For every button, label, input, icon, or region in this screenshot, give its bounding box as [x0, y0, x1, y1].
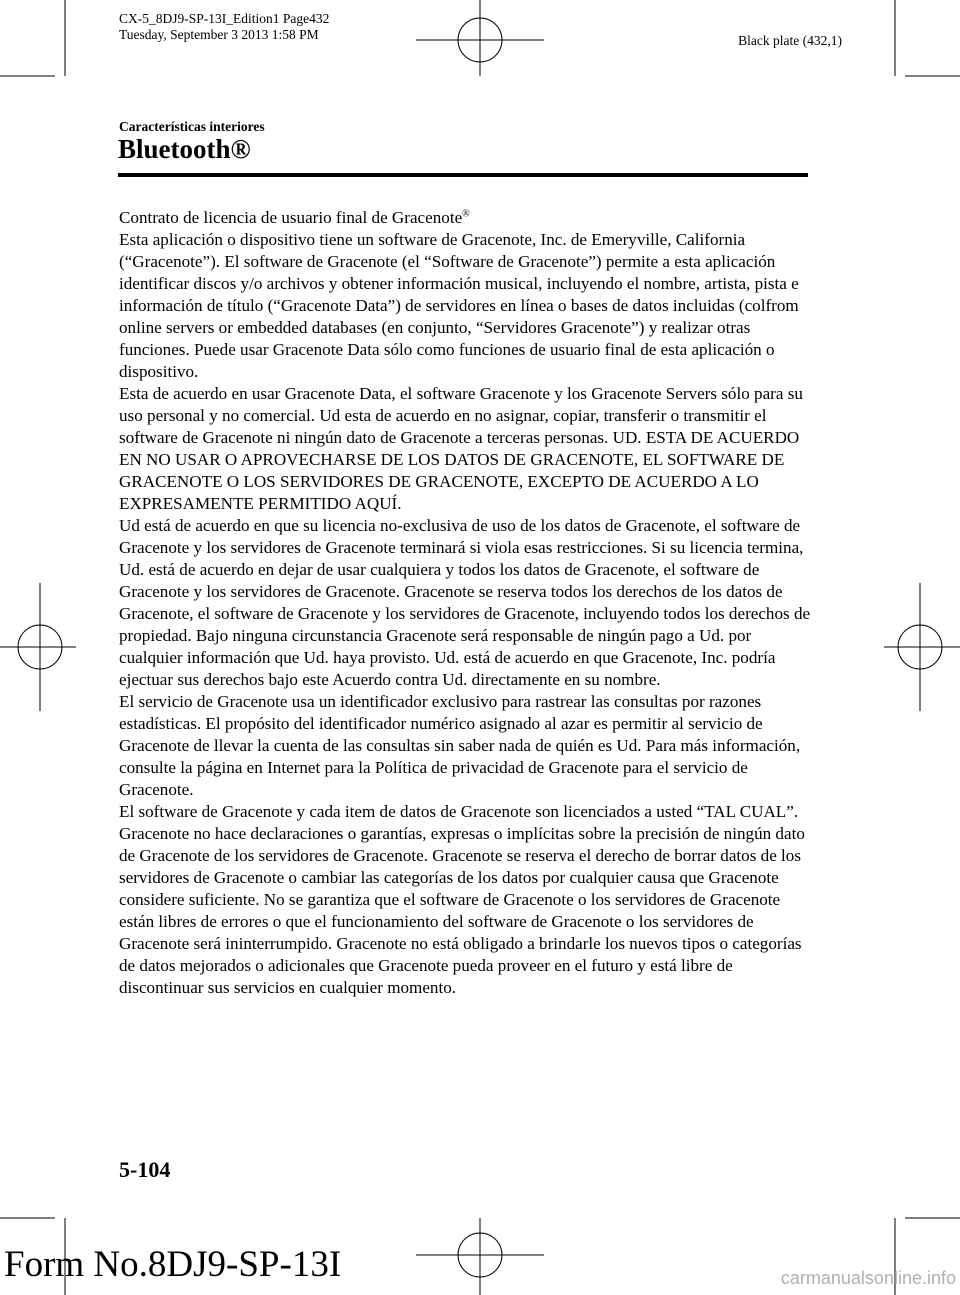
body-heading	[119, 207, 811, 229]
plate-label: Black plate (432,1)	[738, 33, 842, 48]
paragraph: Esta aplicación o dispositivo tiene un software de Gracenote, Inc. de Emeryville, California (“Gracenote”). El software de Gracenote (el “Software de Gracenote”) permite a esta aplicación identificar discos y/o archivos y obtener información musical, incluyendo el nombre, artista, pista e información de título (“Gracenote Data”) de servidores en línea o bases de datos incluidas (colfrom online servers or embedded databases (en conjunto, “Servidores Gracenote”) y realizar otras funciones. Puede usar Gracenote Data sólo como funciones de usuario final de esta aplicación o dispositivo.	[119, 230, 799, 381]
body-heading-text: Contrato de licencia de usuario final de Gracenote	[119, 208, 463, 227]
page-number: 5-104	[119, 1157, 171, 1182]
form-number: Form No.8DJ9-SP-13I	[4, 1244, 342, 1285]
paragraph: Gracenote no hace declaraciones o garantías, expresas o implícitas sobre la precisión de ningún dato de Gracenote de los servidores de Gracenote. Gracenote se reserva el derecho de borrar datos de los servidores de Gracenote o cambiar las categorías de los datos por cualquier causa que Gracenote considere suficiente. No se garantiza que el software de Gracenote o los servidores de Gracenote están libres de errores o que el funcionamiento del software de Gracenote o los servidores de Gracenote será ininterrumpido. Gracenote no está obligado a brindarle los nuevos tipos o categorías de datos mejorados o adicionales que Gracenote pueda proveer en el futuro y está libre de discontinuar sus servicios en cualquier momento.	[119, 824, 805, 997]
paragraph: El software de Gracenote y cada item de datos de Gracenote son licenciados a usted “TAL CUAL”.	[119, 802, 799, 821]
print-info	[119, 11, 329, 43]
registered-mark: ®	[462, 208, 470, 220]
print-info-date: Tuesday, September 3 2013 1:58 PM	[119, 27, 319, 42]
title-rule	[118, 173, 808, 177]
section-label: Características interiores	[119, 119, 265, 134]
paragraph: Esta de acuerdo en usar Gracenote Data, el software Gracenote y los Gracenote Servers sólo para su uso personal y no comercial. Ud esta de acuerdo en no asignar, copiar, transferir o transmitir el software de Gracenote ni ningún dato de Gracenote a terceras personas. UD. ESTA DE ACUERDO EN NO USAR O APROVECHARSE DE LOS DATOS DE GRACENOTE, EL SOFTWARE DE GRACENOTE O LOS SERVIDORES DE GRACENOTE, EXCEPTO DE ACUERDO A LO EXPRESAMENTE PERMITIDO AQUÍ.	[119, 384, 803, 513]
page-title: Bluetooth®	[118, 134, 251, 164]
watermark: carmanualsonline.info	[780, 1268, 956, 1288]
body-text	[119, 207, 811, 999]
paragraph: Ud está de acuerdo en que su licencia no-exclusiva de uso de los datos de Gracenote, el software de Gracenote y los servidores de Gracenote terminará si viola esas restricciones. Si su licencia termina, Ud. está de acuerdo en dejar de usar cualquiera y todos los datos de Gracenote, el software de Gracenote y los servidores de Gracenote. Gracenote se reserva todos los derechos de los datos de Gracenote, el software de Gracenote y los servidores de Gracenote, incluyendo todos los derechos de propiedad. Bajo ninguna circunstancia Gracenote será responsable de ningún pago a Ud. por cualquier información que Ud. haya provisto. Ud. está de acuerdo en que Gracenote, Inc. podría ejectuar sus derechos bajo este Acuerdo contra Ud. directamente en su nombre.	[119, 516, 811, 689]
paragraph: El servicio de Gracenote usa un identificador exclusivo para rastrear las consultas por razones estadísticas. El propósito del identificador numérico asignado al azar es permitir al servicio de Gracenote de llevar la cuenta de las consultas sin saber nada de quién es Ud. Para más información, consulte la página en Internet para la Política de privacidad de Gracenote para el servicio de Gracenote.	[119, 692, 801, 799]
print-info-file: CX-5_8DJ9-SP-13I_Edition1 Page432	[119, 11, 330, 26]
